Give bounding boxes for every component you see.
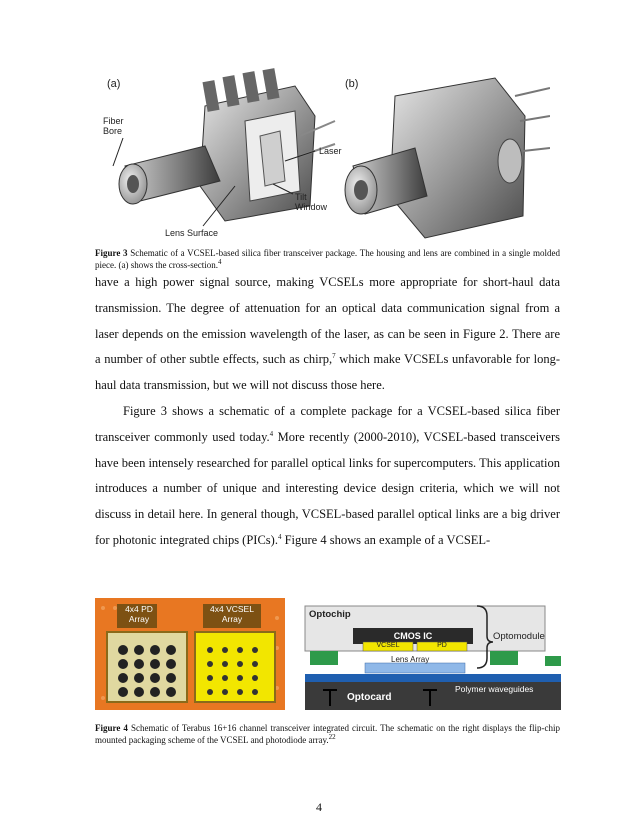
paragraph-1-part-a: have a high power signal source, making VCSELs more appropriate for short-haul data transmission. The degree of attenuation for an optical data communication signal from a laser depends on the emission wavelength of the laser, as can be seen in Figure 2. There are a number of other subtle effects, such as chirp, xyxy=(95,275,560,367)
figure-3-caption xyxy=(95,247,560,271)
paragraph-1-ref: 7 xyxy=(332,352,336,361)
paragraph-2-ref-2: 4 xyxy=(277,532,282,541)
paragraph-2-part-c: Figure 4 shows an example of a VCSEL- xyxy=(281,532,491,547)
figure-4-caption-text: Schematic of Terabus 16+16 channel transceiver integrated circuit. The schematic on the right displays the flip-chip mounted packaging scheme of the VCSEL and photodiode array. xyxy=(95,723,560,745)
pd-label: PD xyxy=(437,642,447,649)
figure-4-caption-label: Figure 4 xyxy=(95,723,128,733)
body-text xyxy=(95,270,560,554)
paragraph-2-part-b: More recently (2000-2010), VCSEL-based transceivers have been intensely researched for parallel optical links for supercomputers. This application introduces a number of unique and interesting device design criteria, which we will not discuss in detail here. In general though, VCSEL-based parallel optical links are a big driver for photonic integrated chips (PICs). xyxy=(95,429,560,547)
polymer-waveguides-label: Polymer waveguides xyxy=(455,684,534,694)
figure-3 xyxy=(95,66,550,244)
panel-a-label: (a) xyxy=(107,78,121,90)
paragraph-2 xyxy=(95,399,560,554)
vcsel-array-label xyxy=(203,604,261,624)
figure-4 xyxy=(95,598,561,710)
fiber-bore-tube xyxy=(119,146,220,204)
vcsel-array-label-line-1: 4x4 VCSEL xyxy=(210,604,254,614)
optocard-label: Optocard xyxy=(347,692,392,703)
callout-fiber-bore xyxy=(103,116,124,136)
paragraph-1-part-b: which make VCSELs unfavorable for long-haul data transmission, but we will not discuss those here. xyxy=(95,352,560,393)
vcsel-label: VCSEL xyxy=(376,642,400,649)
callout-laser: Laser xyxy=(319,146,342,156)
page-number: 4 xyxy=(316,800,322,814)
callout-tilt: Tilt xyxy=(295,192,307,202)
figure-3-caption-label: Figure 3 xyxy=(95,248,128,258)
optomodule-label: Optomodule xyxy=(493,631,545,642)
leader-fiber xyxy=(113,138,123,166)
pd-array-label-line-2: Array xyxy=(128,614,150,624)
pd-array-label-line-1: 4x4 PD xyxy=(125,604,153,614)
paragraph-2-ref-1: 4 xyxy=(269,429,274,438)
figure-4-caption-ref: 22 xyxy=(328,733,336,741)
vcsel-array-label-line-2: Array xyxy=(221,614,243,624)
callout-window: Window xyxy=(295,202,328,212)
pd-array-label xyxy=(121,604,157,624)
callout-bore: Bore xyxy=(103,126,123,136)
assembled-package xyxy=(345,78,550,238)
paragraph-1 xyxy=(95,270,560,399)
optomodule-schematic xyxy=(305,606,561,710)
figure-3-caption-ref: 4 xyxy=(217,258,222,266)
callout-fiber: Fiber xyxy=(103,116,124,126)
figure-4-caption xyxy=(95,722,560,746)
callout-lens-surface: Lens Surface xyxy=(165,228,219,238)
callout-tilt-window xyxy=(295,192,327,212)
figure-3-caption-text: Schematic of a VCSEL-based silica fiber transceiver package. The housing and lens are combined in a single molded piece. (a) shows the cross-section. xyxy=(95,248,560,270)
cmos-ic-label: CMOS IC xyxy=(393,631,433,641)
paragraph-2-part-a: Figure 3 shows a schematic of a complete package for a VCSEL-based silica fiber transceiver commonly used today. xyxy=(95,403,560,444)
optochip-label: Optochip xyxy=(309,609,351,620)
lens-array-label: Lens Array xyxy=(391,655,430,664)
panel-b-label: (b) xyxy=(345,78,359,90)
